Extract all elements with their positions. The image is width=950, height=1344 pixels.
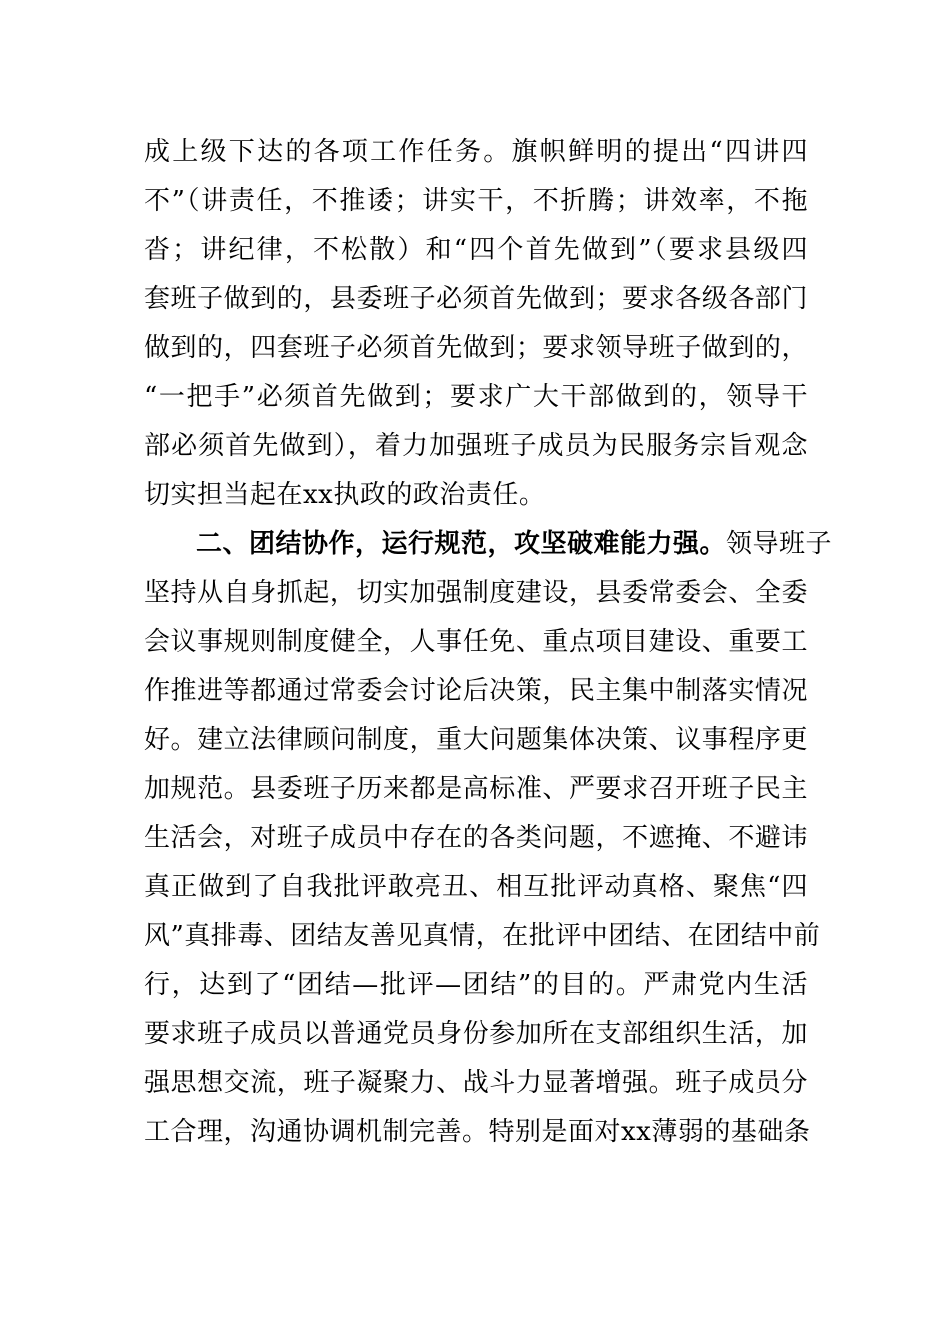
- text-line: 好。建立法律顾问制度，重大问题集体决策、议事程序更: [144, 725, 808, 755]
- text-line: 套班子做到的，县委班子必须首先做到；要求各级各部门: [144, 284, 808, 314]
- text-line: 生活会，对班子成员中存在的各类问题，不遮掩、不避讳: [144, 823, 808, 853]
- text-line: 坚持从自身抓起，切实加强制度建设，县委常委会、全委: [144, 578, 808, 608]
- text-line: 切实担当起在xx执政的政治责任。: [144, 480, 546, 510]
- text-line: 强思想交流，班子凝聚力、战斗力显著增强。班子成员分: [144, 1068, 808, 1098]
- section-heading: 二、团结协作，运行规范，攻坚破难能力强。: [196, 529, 727, 559]
- text-line: 工合理，沟通协调机制完善。特别是面对xx薄弱的基础条: [144, 1117, 811, 1147]
- text-line: 真正做到了自我批评敢亮丑、相互批评动真格、聚焦“四: [144, 872, 808, 902]
- paragraph-2: [144, 520, 833, 1157]
- paragraph-2-first-line: [144, 520, 833, 569]
- text-line: 做到的，四套班子必须首先做到；要求领导班子做到的，: [144, 333, 808, 363]
- text-line: 部必须首先做到），着力加强班子成员为民服务宗旨观念: [144, 431, 808, 461]
- text-line: 沓；讲纪律，不松散）和“四个首先做到”（要求县级四: [144, 235, 808, 265]
- text-line: 风”真排毒、团结友善见真情，在批评中团结、在团结中前: [144, 921, 821, 951]
- text-line: “一把手”必须首先做到；要求广大干部做到的，领导干: [144, 382, 808, 412]
- text-line: 要求班子成员以普通党员身份参加所在支部组织生活，加: [144, 1019, 808, 1049]
- text-line: 成上级下达的各项工作任务。旗帜鲜明的提出“四讲四: [144, 137, 808, 167]
- paragraph-1: [144, 128, 808, 520]
- text-line: 行，达到了“团结—批评—团结”的目的。严肃党内生活: [144, 970, 808, 1000]
- heading-trailing-text: 领导班子: [726, 529, 833, 559]
- text-line: 不”（讲责任，不推诿；讲实干，不折腾；讲效率，不拖: [144, 186, 808, 216]
- text-line: 加规范。县委班子历来都是高标准、严要求召开班子民主: [144, 774, 808, 804]
- text-line: 作推进等都通过常委会讨论后决策，民主集中制落实情况: [144, 676, 808, 706]
- text-line: 会议事规则制度健全，人事任免、重点项目建设、重要工: [144, 627, 808, 657]
